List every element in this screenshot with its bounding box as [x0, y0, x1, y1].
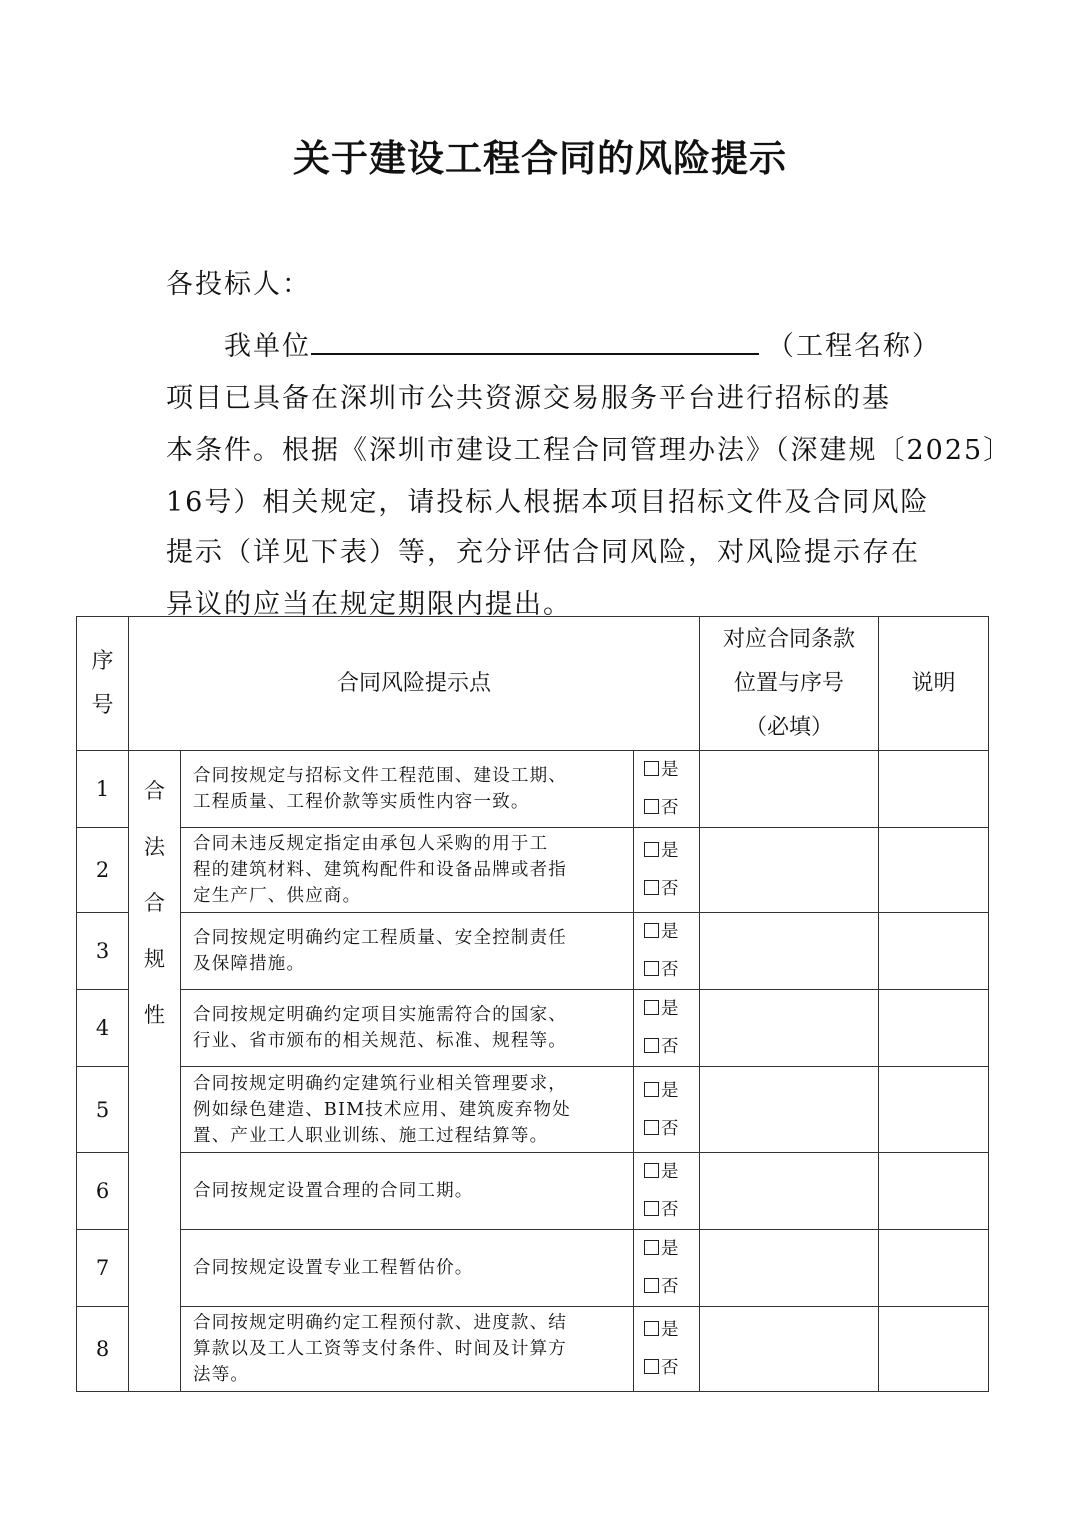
desc-line: 合同按规定设置专业工程暂估价。 [193, 1258, 474, 1278]
intro-first-line [224, 324, 941, 363]
yes-label: 是 [661, 1080, 679, 1101]
checkbox-icon[interactable] [644, 1278, 659, 1293]
checkbox-icon[interactable] [644, 799, 659, 814]
clause-input-cell[interactable] [700, 913, 879, 990]
yes-label: 是 [661, 1320, 679, 1340]
desc-line: 合同按规定明确约定项目实施需符合的国家、 [193, 1005, 567, 1025]
yes-label: 是 [661, 760, 679, 780]
desc-line: 法等。 [193, 1365, 250, 1385]
checkbox-icon[interactable] [644, 923, 659, 938]
yes-option[interactable] [644, 1230, 699, 1268]
yes-no-cell [634, 990, 700, 1067]
risk-description [181, 913, 634, 990]
no-option[interactable] [644, 1349, 699, 1387]
yes-option[interactable] [644, 1072, 699, 1110]
yes-no-cell [634, 751, 700, 828]
checkbox-icon[interactable] [644, 761, 659, 776]
clause-input-cell[interactable] [700, 1067, 879, 1153]
note-input-cell[interactable] [879, 1230, 989, 1307]
clause-input-cell[interactable] [700, 990, 879, 1067]
desc-line: 行业、省市颁布的相关规范、标准、规程等。 [193, 1031, 567, 1051]
header-note: 说明 [879, 617, 989, 751]
intro-line: 提示（详见下表）等，充分评估合同风险，对风险提示存在 [166, 537, 920, 568]
no-option[interactable] [644, 1110, 699, 1148]
desc-line: 例如绿色建造、BIM技术应用、建筑废弃物处 [193, 1099, 571, 1120]
checkbox-icon[interactable] [644, 880, 659, 895]
risk-description [181, 828, 634, 913]
yes-label: 是 [661, 841, 679, 861]
row-number: 6 [77, 1153, 129, 1230]
yes-label: 是 [661, 922, 679, 942]
no-label: 否 [661, 879, 679, 899]
note-input-cell[interactable] [879, 1153, 989, 1230]
header-clause-line: 对应合同条款 [722, 626, 855, 652]
row-number: 3 [77, 913, 129, 990]
desc-line: 合同按规定明确约定建筑行业相关管理要求， [193, 1073, 567, 1094]
yes-option[interactable] [644, 990, 699, 1028]
desc-line: 合同未违反规定指定由承包人采购的用于工 [193, 834, 549, 854]
checkbox-icon[interactable] [644, 842, 659, 857]
clause-input-cell[interactable] [700, 1153, 879, 1230]
no-label: 否 [661, 960, 679, 980]
checkbox-icon[interactable] [644, 1038, 659, 1053]
clause-input-cell[interactable] [700, 1230, 879, 1307]
note-input-cell[interactable] [879, 1067, 989, 1153]
project-name-blank[interactable] [311, 327, 759, 355]
desc-line: 合同按规定明确约定工程预付款、进度款、结 [193, 1313, 567, 1333]
note-input-cell[interactable] [879, 828, 989, 913]
table-row [77, 1153, 989, 1230]
yes-no-cell [634, 1307, 700, 1392]
yes-label: 是 [661, 1239, 679, 1259]
row-number: 5 [77, 1067, 129, 1153]
header-clause [700, 617, 879, 751]
checkbox-icon[interactable] [644, 1321, 659, 1336]
intro-line: 16号）相关规定，请投标人根据本项目招标文件及合同风险 [166, 487, 930, 518]
row-number: 7 [77, 1230, 129, 1307]
header-seq-line: 号 [91, 692, 114, 718]
yes-no-cell [634, 1230, 700, 1307]
yes-option[interactable] [644, 913, 699, 951]
desc-line: 置、产业工人职业训练、施工过程结算等。 [193, 1125, 549, 1146]
table-row [77, 1307, 989, 1392]
intro-line: 异议的应当在规定期限内提出。 [166, 589, 572, 620]
risk-description [181, 1153, 634, 1230]
checkbox-icon[interactable] [644, 1240, 659, 1255]
risk-table [76, 616, 989, 1392]
no-label: 否 [661, 1358, 679, 1378]
risk-description [181, 1230, 634, 1307]
yes-no-cell [634, 913, 700, 990]
note-input-cell[interactable] [879, 1307, 989, 1392]
no-option[interactable] [644, 789, 699, 827]
note-input-cell[interactable] [879, 913, 989, 990]
desc-line: 定生产厂、供应商。 [193, 886, 362, 906]
table-row [77, 913, 989, 990]
row-number: 4 [77, 990, 129, 1067]
page-title: 关于建设工程合同的风险提示 [293, 136, 787, 180]
header-clause-line: 位置与序号 [733, 670, 844, 696]
table-row [77, 828, 989, 913]
clause-input-cell[interactable] [700, 1307, 879, 1392]
category-char: 规 [144, 947, 165, 971]
clause-input-cell[interactable] [700, 828, 879, 913]
desc-line: 合同按规定设置合理的合同工期。 [193, 1181, 474, 1201]
no-option[interactable] [644, 1028, 699, 1066]
checkbox-icon[interactable] [644, 1000, 659, 1015]
risk-description [181, 751, 634, 828]
desc-line: 及保障措施。 [193, 954, 306, 974]
no-label: 否 [661, 1037, 679, 1057]
table-row [77, 751, 989, 828]
yes-no-cell [634, 1067, 700, 1153]
row-number: 8 [77, 1307, 129, 1392]
note-input-cell[interactable] [879, 990, 989, 1067]
header-point: 合同风险提示点 [129, 617, 700, 751]
no-label: 否 [661, 1118, 679, 1139]
no-label: 否 [661, 1200, 679, 1220]
row-number: 2 [77, 828, 129, 913]
category-char: 性 [144, 1003, 165, 1027]
checkbox-icon[interactable] [644, 1163, 659, 1178]
table-row [77, 990, 989, 1067]
checkbox-icon[interactable] [644, 1359, 659, 1374]
intro-lead: 我单位 [224, 331, 311, 362]
clause-input-cell[interactable] [700, 751, 879, 828]
yes-option[interactable] [644, 1153, 699, 1191]
yes-label: 是 [661, 1162, 679, 1182]
header-seq-line: 序 [91, 648, 114, 674]
risk-description [181, 990, 634, 1067]
desc-line: 程的建筑材料、建筑构配件和设备品牌或者指 [193, 860, 567, 880]
category-char: 合 [144, 891, 165, 915]
yes-label: 是 [661, 999, 679, 1019]
no-option[interactable] [644, 870, 699, 908]
desc-line: 合同按规定明确约定工程质量、安全控制责任 [193, 928, 567, 948]
checkbox-icon[interactable] [644, 1082, 659, 1097]
desc-line: 工程质量、工程价款等实质性内容一致。 [193, 792, 530, 812]
row-number: 1 [77, 751, 129, 828]
checkbox-icon[interactable] [644, 1120, 659, 1135]
intro-line: 项目已具备在深圳市公共资源交易服务平台进行招标的基 [166, 383, 891, 414]
yes-no-cell [634, 828, 700, 913]
no-option[interactable] [644, 1268, 699, 1306]
no-option[interactable] [644, 951, 699, 989]
desc-line: 合同按规定与招标文件工程范围、建设工期、 [193, 766, 567, 786]
header-seq [77, 617, 129, 751]
risk-description [181, 1067, 634, 1153]
yes-no-cell [634, 1153, 700, 1230]
no-option[interactable] [644, 1191, 699, 1229]
no-label: 否 [661, 1277, 679, 1297]
salutation: 各投标人： [166, 269, 311, 300]
table-row [77, 1067, 989, 1153]
category-char: 法 [144, 835, 165, 859]
checkbox-icon[interactable] [644, 1201, 659, 1216]
yes-option[interactable] [644, 751, 699, 789]
intro-line: 本条件。根据《深圳市建设工程合同管理办法》（深建规〔2025〕 [166, 435, 1013, 466]
table-row [77, 1230, 989, 1307]
desc-line: 算款以及工人工资等支付条件、时间及计算方 [193, 1339, 567, 1359]
no-label: 否 [661, 798, 679, 818]
category-char: 合 [144, 779, 165, 803]
risk-description [181, 1307, 634, 1392]
yes-option[interactable] [644, 832, 699, 870]
category-cell [129, 751, 181, 1392]
checkbox-icon[interactable] [644, 961, 659, 976]
header-clause-line: （必填） [744, 714, 833, 740]
intro-name-hint: （工程名称） [767, 331, 941, 362]
note-input-cell[interactable] [879, 751, 989, 828]
table-header-row [77, 617, 989, 751]
yes-option[interactable] [644, 1311, 699, 1349]
